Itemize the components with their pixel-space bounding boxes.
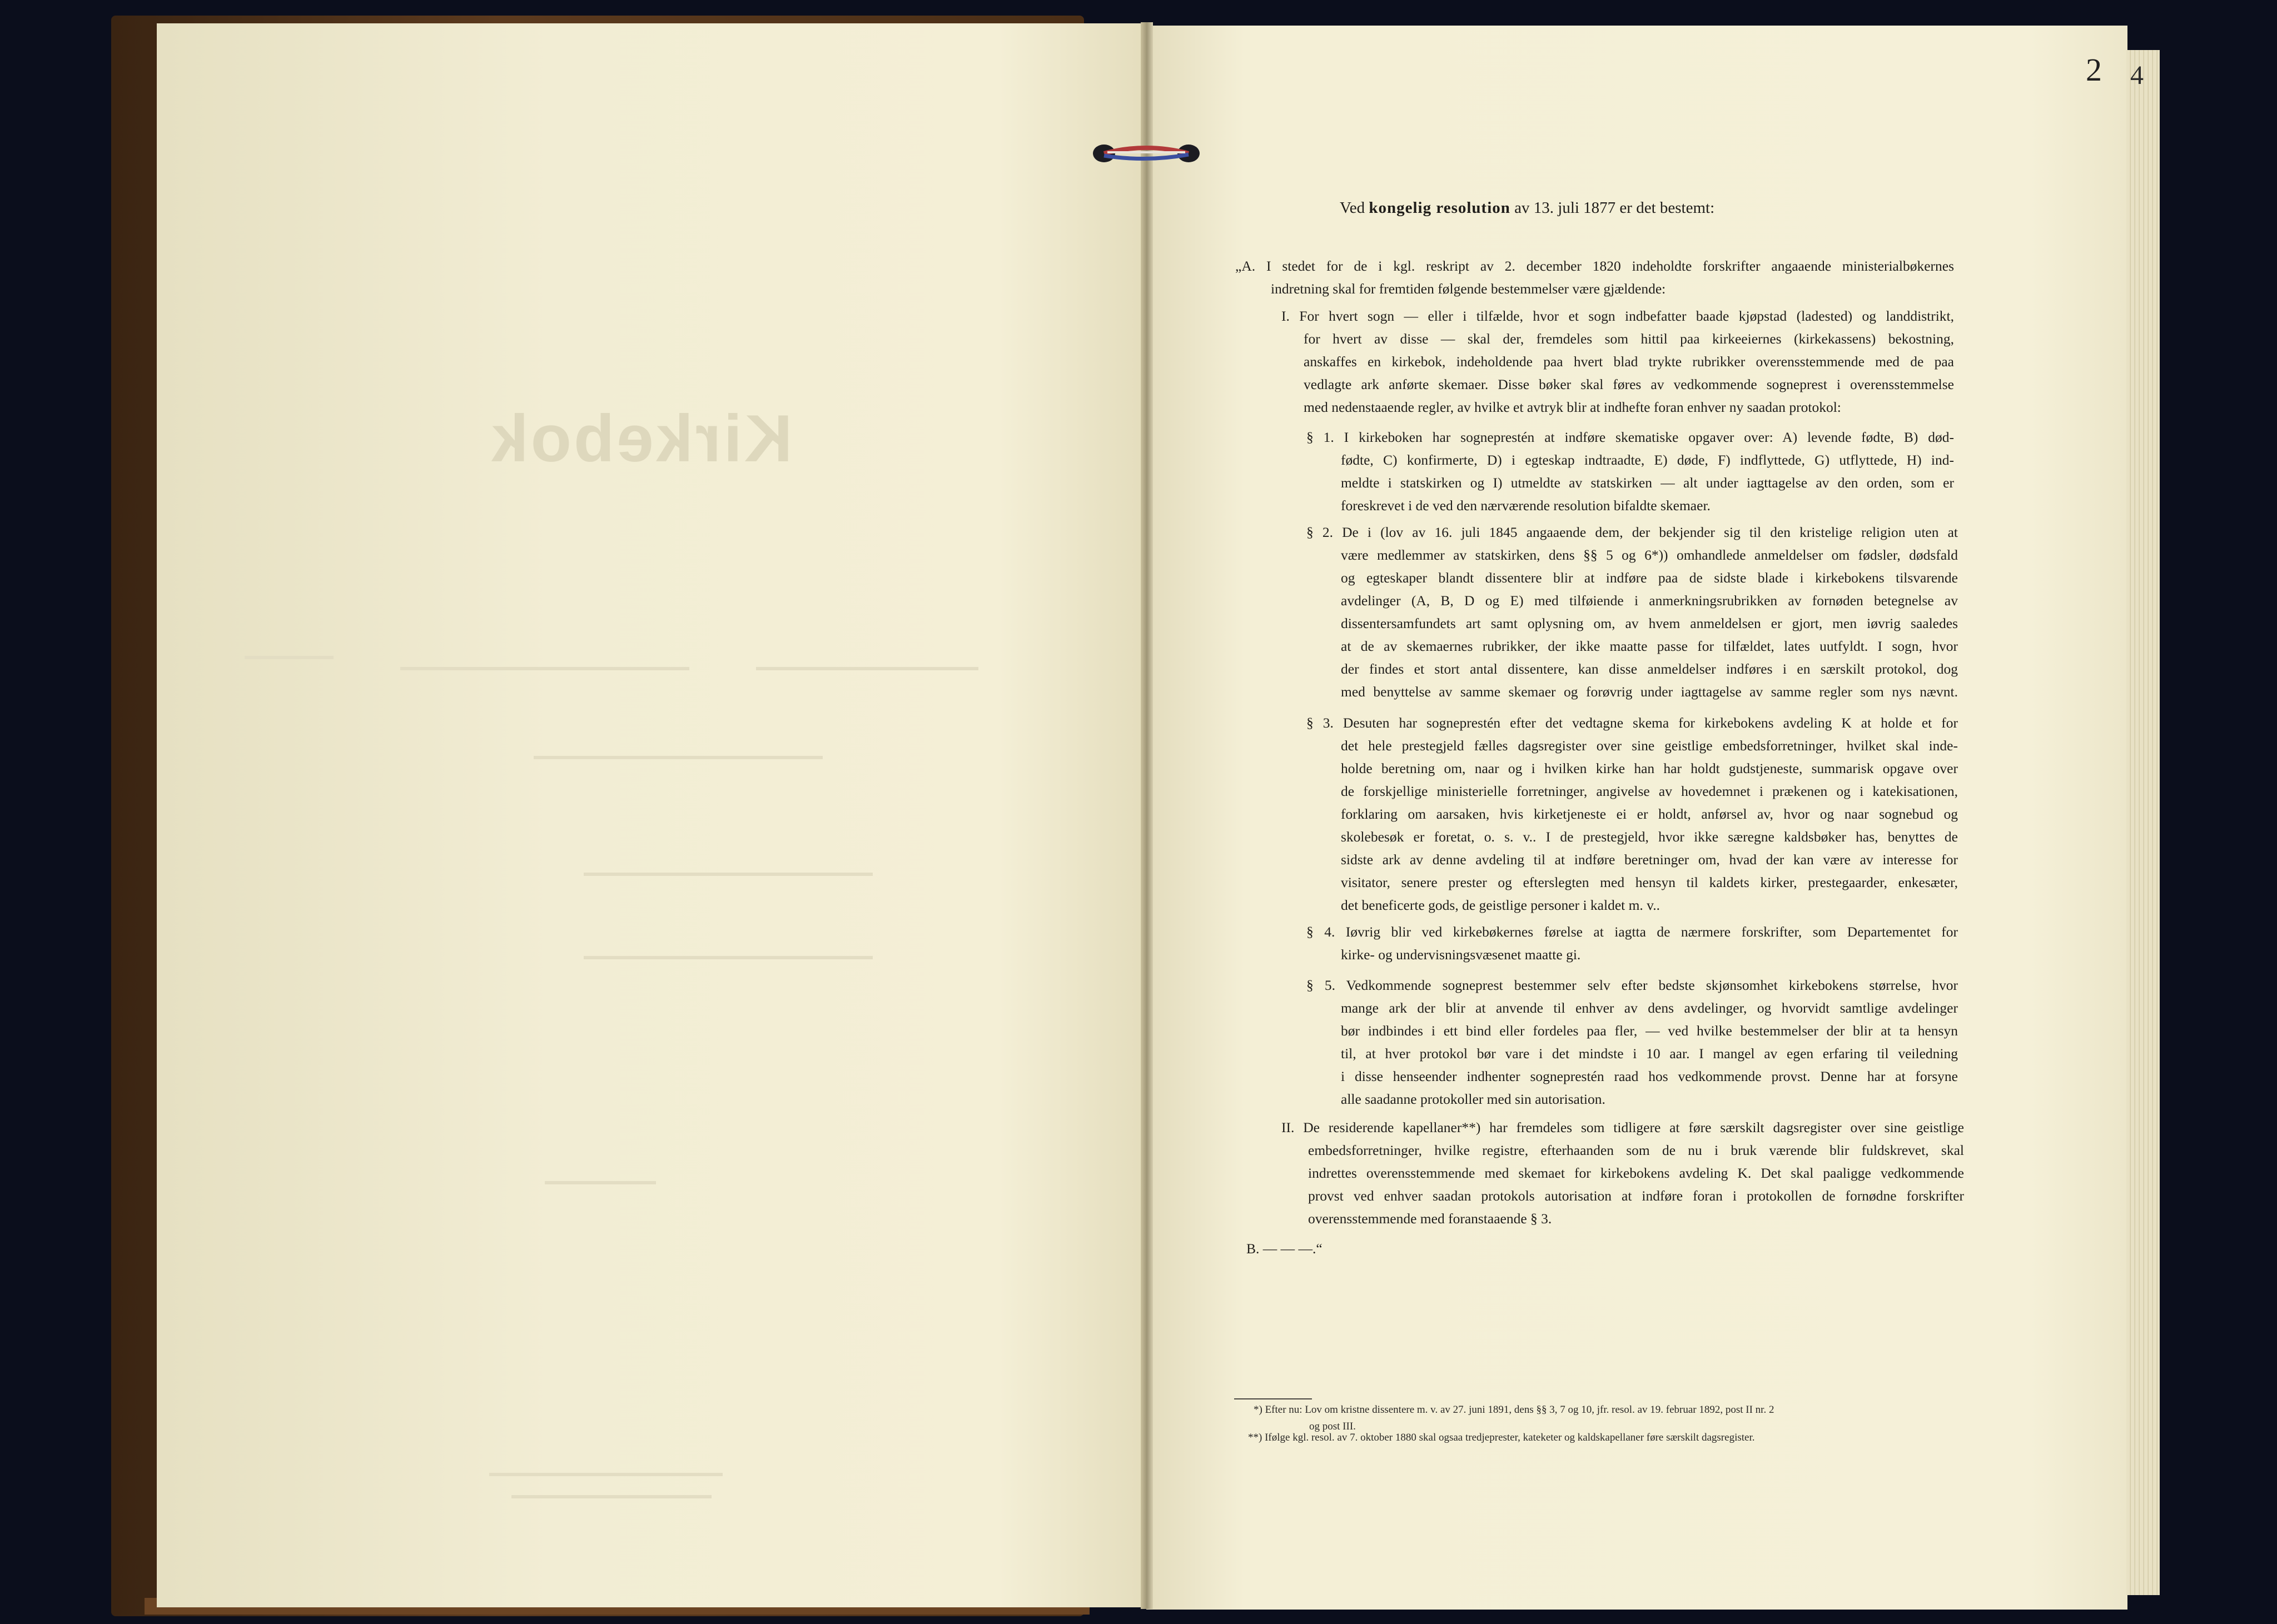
- text-line: fødte, C) konfirmerte, D) i egteskap indtraadte, E) døde, F) indflyttede, G) utflyttede, H) ind-: [1341, 452, 1954, 468]
- text-line: § 5. Vedkommende sogneprest bestemmer selv efter bedste skjønsomhet kirkebokens størrelse, hvor: [1306, 977, 1958, 993]
- text-line: overensstemmende med foranstaaende § 3.: [1308, 1210, 1552, 1227]
- text-line: bør indbindes i ett bind eller fordeles paa fler, — ved hvilke bestemmelser der blir at ta hensyn: [1341, 1023, 1958, 1039]
- text-line: til, at hver protokol bør vare i det mindste i 10 aar. I mangel av egen erfaring til veiledning: [1341, 1045, 1958, 1062]
- text-line: § 3. Desuten har sogneprestén efter det vedtagne skema for kirkebokens avdeling K at holde et for: [1306, 715, 1958, 731]
- text-line: foreskrevet i de ved den nærværende resolution bifaldte skemaer.: [1341, 497, 1711, 514]
- footnote-2: [1248, 1429, 1754, 1446]
- text-line: § 1. I kirkeboken har sogneprestén at indføre skematiske opgaver over: A) levende fødte, B) død-: [1306, 429, 1954, 445]
- left-page: [157, 23, 1146, 1607]
- text-line: for hvert av disse — skal der, fremdeles som hittil paa kirkeeiernes (kirkekassens) bekostning,: [1304, 331, 1954, 347]
- section-ii: [1281, 1116, 1964, 1230]
- text-line: „A. I stedet for de i kgl. reskript av 2. december 1820 indeholdte forskrifter angaaende ministerialbøkernes: [1235, 258, 1954, 274]
- paragraph-1: [1306, 426, 1954, 517]
- left-page-show-through-mark: [489, 1473, 723, 1476]
- left-page-show-through-mark: [584, 873, 873, 876]
- left-page-show-through-mark: [511, 1495, 712, 1498]
- left-page-show-through-mark: [756, 667, 978, 670]
- text-line: der findes et stort antal dissentere, kan disse anmeldelser indføres i en særskilt protokol, dog: [1341, 661, 1958, 677]
- text-line: alle saadanne protokoller med sin autorisation.: [1341, 1091, 1605, 1107]
- text-line: forklaring om aarsaken, hvis kirketjeneste ei er holdt, anførsel av, hvor og naar sognebud og: [1341, 806, 1958, 822]
- text-line: at de av skemaernes rubrikker, der ikke maatte passe for tilfældet, lates uutfyldt. I sogn, hvor: [1341, 638, 1958, 654]
- text-line: provst ved enhver saadan protokols autorisation at indføre foran i protokollen de fornødne forskrifter: [1308, 1188, 1964, 1204]
- thread-blue: [1104, 155, 1189, 159]
- left-page-show-through-mark: [545, 1181, 656, 1184]
- text-line: visitator, senere prester og efterslegten med hensyn til kaldets kirker, prestegaarder, enkesæter,: [1341, 874, 1958, 890]
- left-page-show-through-mark: [534, 756, 823, 759]
- text-line: indrettes overensstemmende med skemaet for kirkebokens avdeling K. Det skal paaligge vedkommende: [1308, 1165, 1964, 1181]
- footnote-line: og post III.: [1309, 1421, 1356, 1432]
- text-line: i disse henseender indhenter sogneprestén raad hos vedkommende provst. Denne har at forsyne: [1341, 1068, 1958, 1084]
- left-page-show-through-mark: [400, 667, 689, 670]
- text-line: med nedenstaaende regler, av hvilke et avtryk blir at indhefte foran enhver ny saadan protokol:: [1304, 399, 1841, 415]
- text-line: meldte i statskirken og I) utmeldte av statskirken — alt under iagttagelse av den orden, som er: [1341, 475, 1954, 491]
- text-line: mange ark der blir at anvende til enhver av dens avdelinger, og hvorvidt samtlige avdelinger: [1341, 1000, 1958, 1016]
- text-line: § 2. De i (lov av 16. juli 1845 angaaende dem, der bekjender sig til den kristelige religion uten at: [1306, 524, 1958, 540]
- paragraph-3: [1306, 711, 1958, 916]
- text-line: det beneficerte gods, de geistlige personer i kaldet m. v..: [1341, 897, 1660, 913]
- text-line: med benyttelse av samme skemaer og forøvrig under iagttagelse av samme regler som nys nævnt.: [1341, 684, 1958, 700]
- footnote-line: *) Efter nu: Lov om kristne dissentere m. v. av 27. juni 1891, dens §§ 3, 7 og 10, jfr. resol. av 19. februar 1892, post II nr. 2: [1254, 1404, 1774, 1416]
- text-line: dissentersamfundets art samt oplysning om, av hvem anmeldelsen er gjort, men iøvrig saaledes: [1341, 615, 1958, 631]
- text-line: og egteskaper blandt dissentere blir at indføre paa de sidste blade i kirkebokens tilsvarende: [1341, 570, 1958, 586]
- text-line: anskaffes en kirkebok, indeholdende paa hvert blad trykte rubrikker overensstemmende med de paa: [1304, 353, 1954, 370]
- section-i: [1281, 305, 1954, 419]
- next-page-number: 4: [2130, 61, 2144, 90]
- text-line: skolebesøk er foretat, o. s. v.. I de prestegjeld, hvor ikke særegne kaldsbøker has, benyttes de: [1341, 829, 1958, 845]
- text-line: embedsforretninger, hvilke registre, efterhaanden som de nu i bruk værende blir fuldskrevet, skal: [1308, 1142, 1964, 1158]
- text-line: vedlagte ark anførte skemaer. Disse bøker skal føres av vedkommende sogneprest i overensstemmelse: [1304, 376, 1954, 392]
- heading-suffix: av 13. juli 1877 er det bestemt:: [1514, 199, 1715, 217]
- text-line: de forskjellige ministerielle forretninger, angivelse av hovedemnet i prækenen og i katekisationen,: [1341, 783, 1958, 799]
- paragraph-4: [1306, 920, 1958, 966]
- text-line: sidste ark av denne avdeling til at indføre beretninger om, hvad der kan være av interesse for: [1341, 851, 1958, 868]
- footnote-1: [1254, 1402, 1774, 1418]
- text-line: kirke- og undervisningsvæsenet maatte gi.: [1341, 946, 1581, 963]
- text-line: II. De residerende kapellaner**) har fremdeles som tidligere at føre særskilt dagsregister over sine geistlige: [1281, 1119, 1964, 1135]
- paragraph-5: [1306, 974, 1958, 1110]
- text-line: avdelinger (A, B, D og E) med tilføiende i anmerkningsrubrikken av fornøden betegnelse av: [1341, 592, 1958, 609]
- page-edges: [2126, 50, 2160, 1595]
- resolution-heading: [1340, 199, 1840, 217]
- book-gutter: [1141, 22, 1153, 1609]
- footnote-line: **) Ifølge kgl. resol. av 7. oktober 1880 skal ogsaa tredjeprester, kateketer og kaldskapellaner føre særskilt dagsregister.: [1248, 1432, 1755, 1443]
- binding-thread: [1091, 140, 1202, 167]
- page-number: 2: [2086, 52, 2102, 88]
- heading-prefix: Ved: [1340, 199, 1365, 217]
- text-line: § 4. Iøvrig blir ved kirkebøkernes førelse at iagtta de nærmere forskrifter, som Departementet for: [1306, 924, 1958, 940]
- section-b: [1246, 1237, 1469, 1260]
- text-line: indretning skal for fremtiden følgende bestemmelser være gjældende:: [1271, 281, 1666, 297]
- text-line: det hele prestegjeld fælles dagsregister over sine geistlige embedsforretninger, hvilket skal inde-: [1341, 738, 1958, 754]
- left-page-show-through-title: Kirkebok: [489, 401, 793, 476]
- heading-bold: kongelig resolution: [1369, 199, 1510, 217]
- paragraph-2: [1306, 521, 1958, 703]
- section-a: [1235, 255, 1954, 300]
- left-page-show-through-mark: [245, 656, 334, 659]
- footnote-rule: [1234, 1398, 1312, 1399]
- text-line: I. For hvert sogn — eller i tilfælde, hvor et sogn indbefatter baade kjøpstad (ladested) og landdistrikt,: [1281, 308, 1954, 324]
- text-line: B. — — —.“: [1246, 1241, 1323, 1257]
- left-page-show-through-mark: [584, 956, 873, 959]
- text-line: holde beretning om, naar og i hvilken kirke han har holdt gudstjeneste, summarisk opgave over: [1341, 760, 1958, 776]
- text-line: være medlemmer av statskirken, dens §§ 5 og 6*)) omhandlede anmeldelser om fødsler, dødsfald: [1341, 547, 1958, 563]
